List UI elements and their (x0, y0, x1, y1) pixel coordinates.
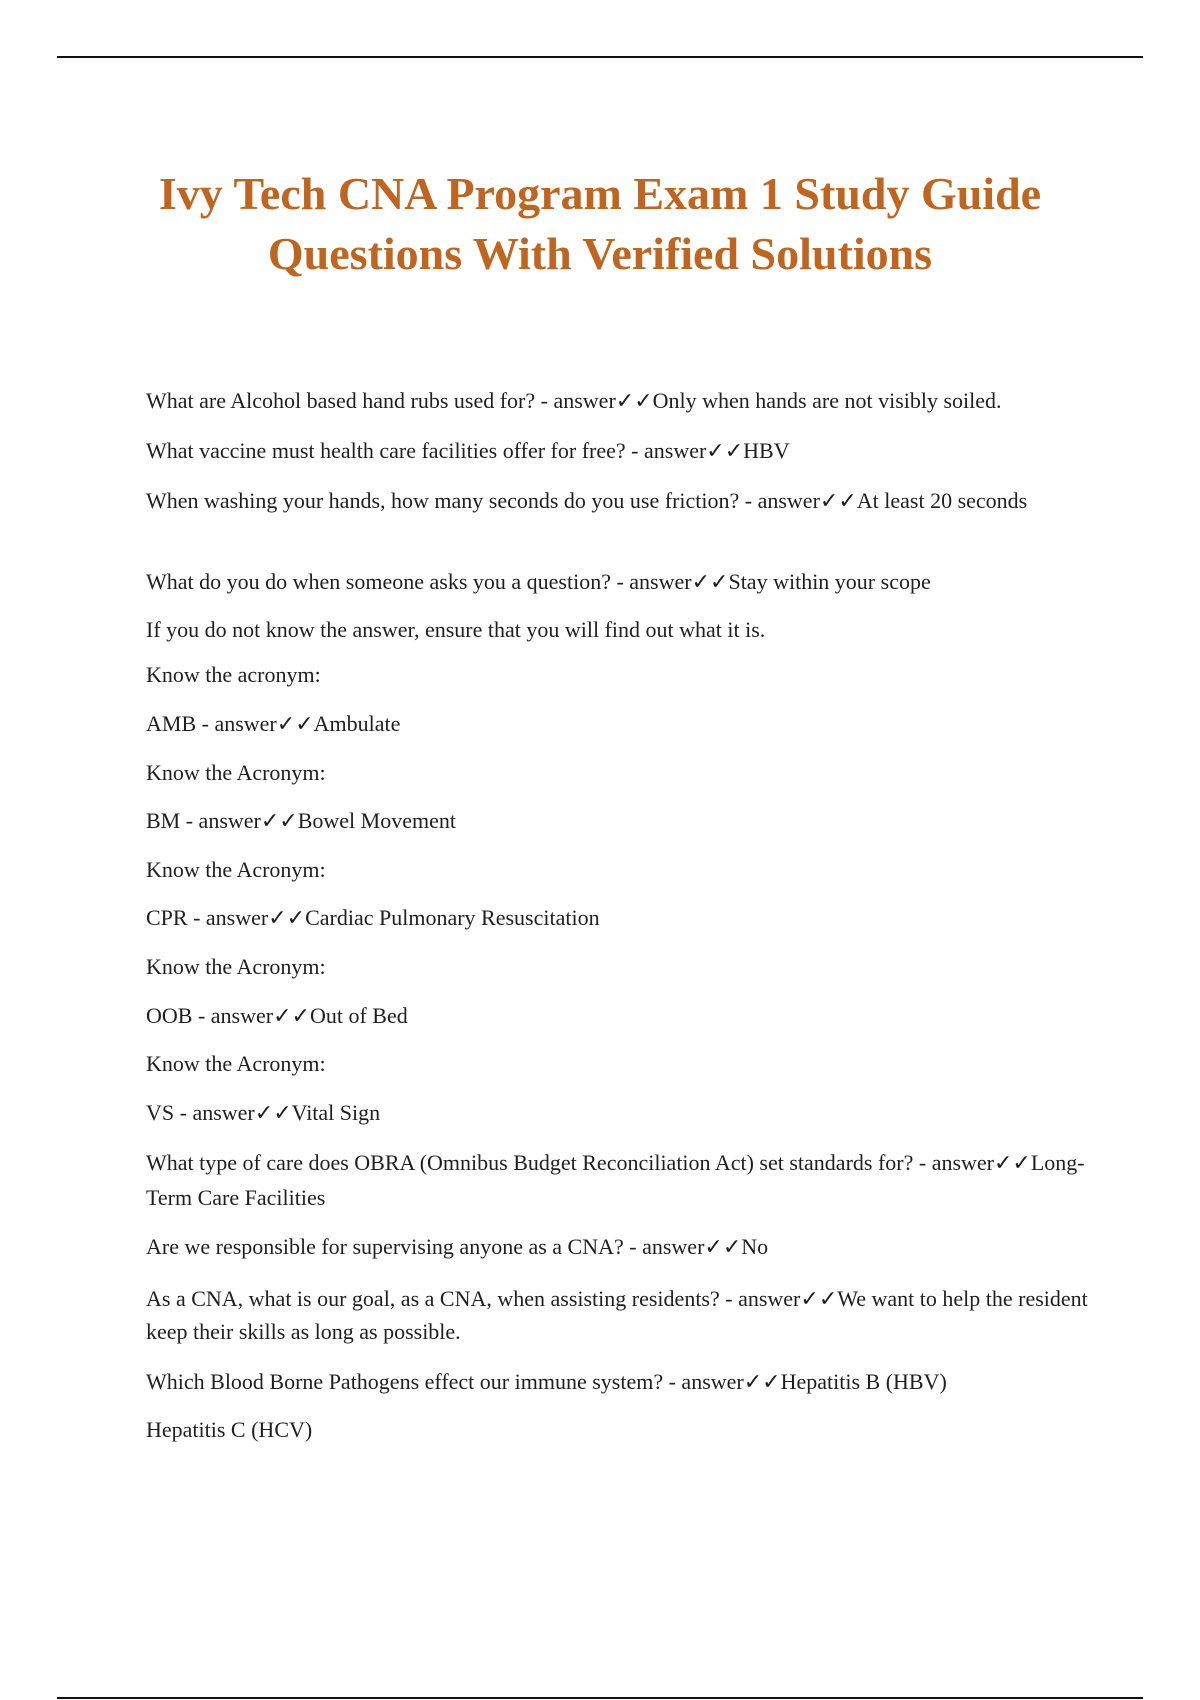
document-title (80, 164, 1120, 284)
title-line-2: Questions With Verified Solutions (267, 228, 933, 279)
qa-line: CPR - answer✓✓Cardiac Pulmonary Resuscitation (146, 905, 600, 930)
section-label: Know the Acronym: (146, 1051, 326, 1076)
qa-line: VS - answer✓✓Vital Sign (146, 1100, 381, 1125)
qa-line: BM - answer✓✓Bowel Movement (146, 808, 456, 833)
qa-line: Which Blood Borne Pathogens effect our immune system? - answer✓✓Hepatitis B (HBV) (146, 1369, 947, 1394)
section-label: Know the Acronym: (146, 857, 326, 882)
qa-line: Are we responsible for supervising anyone as a CNA? - answer✓✓No (146, 1234, 769, 1259)
qa-line: What are Alcohol based hand rubs used for? - answer✓✓Only when hands are not visibly soiled. (146, 388, 1002, 413)
title-line-1: Ivy Tech CNA Program Exam 1 Study Guide (158, 168, 1042, 219)
qa-line: AMB - answer✓✓Ambulate (146, 711, 401, 736)
qa-line: OOB - answer✓✓Out of Bed (146, 1003, 408, 1028)
section-label: Know the Acronym: (146, 760, 326, 785)
bottom-rule (57, 1697, 1143, 1699)
top-rule (57, 56, 1143, 58)
note-line: If you do not know the answer, ensure that you will find out what it is. (146, 617, 766, 642)
qa-line: As a CNA, what is our goal, as a CNA, when assisting residents? - answer✓✓We want to help the resident keep their skills as long as possible. (146, 1286, 1088, 1344)
qa-line: What do you do when someone asks you a question? - answer✓✓Stay within your scope (146, 569, 931, 594)
qa-line: When washing your hands, how many seconds do you use friction? - answer✓✓At least 20 seconds (146, 488, 1028, 513)
qa-line: What vaccine must health care facilities offer for free? - answer✓✓HBV (146, 438, 790, 463)
qa-line: What type of care does OBRA (Omnibus Budget Reconciliation Act) set standards for? - answer✓✓Long-Term Care Facilities (146, 1150, 1085, 1210)
section-label: Know the Acronym: (146, 954, 326, 979)
qa-line: Hepatitis C (HCV) (146, 1417, 313, 1442)
section-label: Know the acronym: (146, 662, 321, 687)
